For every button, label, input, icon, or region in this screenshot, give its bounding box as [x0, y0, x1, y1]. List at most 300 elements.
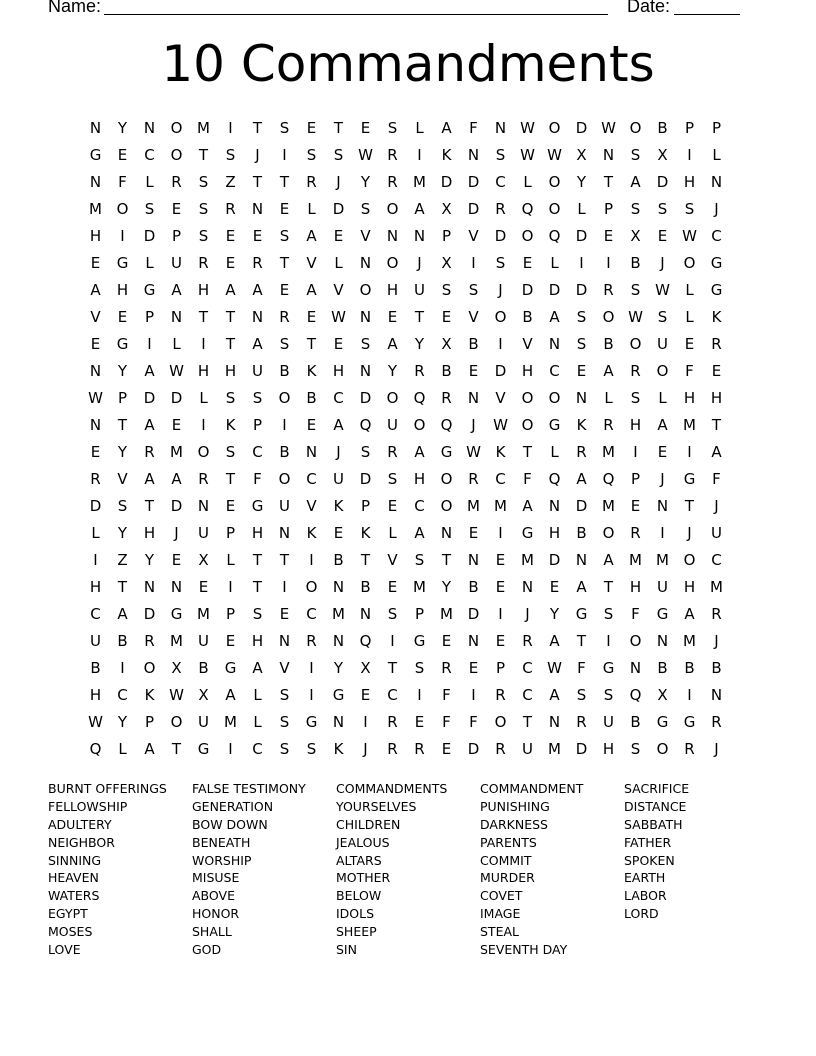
grid-letter: G	[143, 280, 156, 299]
grid-letter: T	[144, 496, 155, 515]
grid-letter: S	[387, 118, 398, 137]
grid-letter: U	[252, 361, 263, 380]
grid-letter: H	[683, 577, 696, 596]
grid-letter: S	[198, 199, 209, 218]
grid-letter: S	[198, 226, 209, 245]
grid-letter: Y	[144, 550, 155, 569]
grid-letter: O	[683, 253, 696, 272]
grid-letter: N	[440, 523, 453, 542]
grid-letter: N	[413, 226, 426, 245]
grid-letter: R	[522, 631, 533, 650]
grid-letter: C	[495, 172, 506, 191]
grid-letter: M	[656, 550, 669, 569]
grid-letter: L	[334, 253, 343, 272]
grid-letter: Q	[602, 469, 615, 488]
grid-letter: R	[279, 307, 290, 326]
grid-letter: J	[471, 415, 476, 434]
grid-letter: G	[710, 280, 723, 299]
grid-letter: L	[712, 145, 721, 164]
grid-letter: S	[576, 307, 587, 326]
grid-letter: P	[252, 415, 263, 434]
grid-letter: D	[656, 172, 669, 191]
grid-letter: R	[684, 739, 695, 758]
grid-letter: E	[414, 712, 425, 731]
grid-letter: B	[657, 118, 668, 137]
grid-letter: F	[577, 658, 586, 677]
word-list-item: FATHER	[624, 834, 672, 850]
grid-letter: W	[682, 226, 697, 245]
grid-letter: I	[498, 334, 503, 353]
grid-letter: K	[711, 307, 722, 326]
grid-letter: B	[306, 388, 317, 407]
grid-letter: C	[522, 658, 533, 677]
grid-letter: B	[279, 361, 290, 380]
grid-letter: C	[252, 739, 263, 758]
grid-letter: Z	[225, 172, 236, 191]
grid-letter: A	[252, 280, 263, 299]
grid-letter: T	[414, 307, 425, 326]
grid-letter: S	[657, 199, 668, 218]
grid-letter: M	[89, 199, 102, 218]
grid-letter: I	[201, 415, 206, 434]
grid-letter: I	[498, 523, 503, 542]
grid-letter: P	[225, 523, 236, 542]
grid-letter: T	[225, 334, 236, 353]
grid-letter: L	[253, 712, 262, 731]
word-list-item: DISTANCE	[624, 798, 687, 814]
word-list-item: PUNISHING	[480, 798, 550, 814]
grid-letter: J	[417, 253, 422, 272]
grid-letter: Q	[440, 415, 453, 434]
grid-letter: N	[89, 361, 102, 380]
grid-letter: X	[171, 658, 182, 677]
name-label: Name:	[48, 0, 102, 16]
grid-letter: T	[441, 550, 452, 569]
grid-letter: N	[89, 172, 102, 191]
grid-letter: Q	[359, 631, 372, 650]
grid-letter: H	[683, 388, 696, 407]
grid-letter: H	[629, 415, 642, 434]
grid-letter: N	[548, 496, 561, 515]
grid-letter: I	[687, 145, 692, 164]
grid-letter: P	[441, 226, 452, 245]
grid-letter: T	[117, 415, 128, 434]
grid-letter: J	[687, 523, 692, 542]
grid-letter: E	[198, 577, 209, 596]
grid-letter: D	[332, 199, 345, 218]
grid-letter: I	[417, 145, 422, 164]
grid-letter: E	[387, 307, 398, 326]
grid-letter: L	[226, 550, 235, 569]
grid-letter: S	[414, 658, 425, 677]
grid-letter: A	[549, 685, 560, 704]
grid-letter: V	[468, 307, 479, 326]
grid-letter: U	[198, 712, 209, 731]
grid-letter: L	[685, 307, 694, 326]
grid-letter: R	[441, 658, 452, 677]
grid-letter: L	[307, 199, 316, 218]
grid-letter: R	[603, 280, 614, 299]
grid-letter: W	[628, 307, 643, 326]
grid-letter: N	[332, 631, 345, 650]
grid-letter: T	[522, 712, 533, 731]
grid-letter: N	[359, 253, 372, 272]
grid-letter: F	[523, 469, 532, 488]
grid-letter: L	[523, 172, 532, 191]
grid-letter: E	[468, 658, 479, 677]
grid-letter: F	[442, 712, 451, 731]
word-list-item: ALTARS	[336, 852, 382, 868]
grid-letter: S	[252, 604, 263, 623]
grid-letter: F	[118, 172, 127, 191]
grid-letter: T	[279, 172, 290, 191]
grid-letter: T	[252, 172, 263, 191]
grid-letter: T	[522, 442, 533, 461]
grid-letter: I	[282, 145, 287, 164]
grid-letter: O	[494, 307, 507, 326]
grid-letter: X	[441, 334, 452, 353]
grid-letter: D	[575, 118, 588, 137]
grid-letter: Y	[387, 361, 398, 380]
word-list-item: SHALL	[192, 924, 232, 940]
grid-letter: M	[602, 496, 615, 515]
grid-letter: L	[253, 685, 262, 704]
grid-letter: R	[576, 712, 587, 731]
grid-letter: P	[684, 118, 695, 137]
grid-letter: G	[251, 496, 264, 515]
grid-letter: J	[336, 172, 341, 191]
word-list-item: LOVE	[48, 942, 81, 958]
grid-letter: I	[390, 631, 395, 650]
grid-letter: O	[548, 118, 561, 137]
grid-letter: O	[359, 280, 372, 299]
grid-letter: L	[604, 388, 613, 407]
word-list-item: BELOW	[336, 888, 382, 904]
word-list-item: SIN	[336, 942, 357, 958]
grid-letter: E	[225, 226, 236, 245]
grid-letter: G	[656, 712, 669, 731]
grid-letter: U	[603, 712, 614, 731]
grid-letter: O	[440, 469, 453, 488]
name-field-line[interactable]	[104, 14, 608, 15]
grid-letter: H	[710, 388, 723, 407]
grid-letter: J	[660, 469, 665, 488]
grid-letter: Q	[413, 388, 426, 407]
grid-letter: R	[306, 631, 317, 650]
grid-letter: Q	[89, 739, 102, 758]
grid-letter: P	[144, 712, 155, 731]
word-list-item: YOURSELVES	[336, 798, 417, 814]
grid-letter: C	[711, 226, 722, 245]
grid-letter: Q	[359, 415, 372, 434]
word-list-item: MURDER	[480, 870, 535, 886]
grid-letter: W	[547, 145, 562, 164]
grid-letter: E	[171, 415, 182, 434]
word-list-item: SPOKEN	[624, 852, 675, 868]
grid-letter: S	[333, 145, 344, 164]
grid-letter: T	[306, 334, 317, 353]
grid-letter: C	[522, 685, 533, 704]
word-list-item: ADULTERY	[48, 816, 112, 832]
grid-letter: V	[306, 496, 317, 515]
grid-letter: R	[387, 442, 398, 461]
grid-letter: K	[306, 523, 317, 542]
grid-letter: L	[388, 523, 397, 542]
grid-letter: P	[225, 604, 236, 623]
grid-letter: S	[225, 388, 236, 407]
grid-letter: S	[387, 604, 398, 623]
grid-letter: N	[656, 631, 669, 650]
grid-letter: A	[117, 604, 128, 623]
grid-letter: S	[360, 199, 371, 218]
grid-letter: O	[278, 469, 291, 488]
grid-letter: T	[711, 415, 722, 434]
grid-letter: M	[197, 118, 210, 137]
grid-letter: H	[386, 280, 399, 299]
grid-letter: D	[548, 550, 561, 569]
grid-letter: X	[576, 145, 587, 164]
grid-letter: X	[630, 226, 641, 245]
grid-letter: L	[658, 388, 667, 407]
grid-letter: B	[198, 658, 209, 677]
grid-letter: D	[467, 172, 480, 191]
grid-letter: Q	[548, 226, 561, 245]
grid-letter: A	[144, 415, 155, 434]
grid-letter: I	[687, 685, 692, 704]
grid-letter: D	[521, 280, 534, 299]
grid-letter: M	[521, 550, 534, 569]
grid-letter: W	[547, 658, 562, 677]
grid-letter: B	[360, 577, 371, 596]
grid-letter: I	[282, 577, 287, 596]
grid-letter: H	[413, 469, 426, 488]
grid-letter: A	[225, 685, 236, 704]
grid-letter: N	[629, 658, 642, 677]
grid-letter: N	[710, 172, 723, 191]
grid-letter: L	[685, 280, 694, 299]
grid-letter: O	[548, 172, 561, 191]
grid-letter: O	[116, 199, 129, 218]
grid-letter: H	[89, 226, 102, 245]
grid-letter: T	[603, 172, 614, 191]
grid-letter: M	[197, 604, 210, 623]
grid-letter: S	[225, 442, 236, 461]
grid-letter: F	[712, 469, 721, 488]
grid-letter: J	[498, 280, 503, 299]
grid-letter: B	[522, 307, 533, 326]
grid-letter: N	[89, 415, 102, 434]
grid-letter: O	[602, 523, 615, 542]
grid-letter: G	[332, 685, 345, 704]
grid-letter: B	[684, 658, 695, 677]
grid-letter: E	[90, 253, 101, 272]
grid-letter: I	[147, 334, 152, 353]
grid-letter: R	[468, 469, 479, 488]
grid-letter: M	[548, 739, 561, 758]
grid-letter: A	[657, 415, 668, 434]
grid-letter: A	[603, 550, 614, 569]
grid-letter: A	[603, 361, 614, 380]
grid-letter: S	[279, 226, 290, 245]
word-list-item: GENERATION	[192, 798, 274, 814]
grid-letter: N	[467, 145, 480, 164]
grid-letter: U	[333, 469, 344, 488]
grid-letter: N	[602, 145, 615, 164]
grid-letter: A	[144, 469, 155, 488]
grid-letter: G	[89, 145, 102, 164]
grid-letter: H	[629, 577, 642, 596]
date-field-line[interactable]	[674, 14, 740, 15]
grid-letter: S	[684, 199, 695, 218]
grid-letter: E	[225, 496, 236, 515]
word-list	[48, 780, 768, 959]
grid-letter: D	[467, 199, 480, 218]
grid-letter: T	[171, 739, 182, 758]
grid-letter: E	[711, 361, 722, 380]
grid-letter: W	[520, 145, 535, 164]
word-list-item: SACRIFICE	[624, 781, 690, 796]
grid-letter: F	[469, 118, 478, 137]
grid-letter: T	[252, 118, 263, 137]
grid-letter: S	[306, 145, 317, 164]
grid-letter: I	[309, 550, 314, 569]
word-list-item: SEVENTH DAY	[480, 942, 568, 958]
grid-letter: R	[603, 415, 614, 434]
grid-letter: S	[225, 145, 236, 164]
grid-letter: Y	[117, 523, 128, 542]
grid-letter: T	[603, 577, 614, 596]
grid-letter: P	[495, 658, 506, 677]
grid-letter: P	[414, 604, 425, 623]
grid-letter: O	[170, 712, 183, 731]
grid-letter: K	[495, 442, 506, 461]
grid-letter: D	[359, 388, 372, 407]
grid-letter: A	[414, 442, 425, 461]
grid-letter: W	[88, 388, 103, 407]
grid-letter: J	[525, 604, 530, 623]
grid-letter: E	[630, 496, 641, 515]
grid-letter: D	[143, 388, 156, 407]
word-list-item: MOTHER	[336, 870, 391, 886]
grid-letter: T	[117, 577, 128, 596]
grid-letter: N	[251, 307, 264, 326]
grid-letter: C	[414, 496, 425, 515]
grid-letter: S	[576, 334, 587, 353]
grid-letter: J	[363, 739, 368, 758]
grid-letter: L	[577, 199, 586, 218]
grid-letter: R	[495, 685, 506, 704]
grid-letter: H	[683, 172, 696, 191]
grid-letter: G	[224, 658, 237, 677]
grid-letter: Q	[629, 685, 642, 704]
grid-letter: R	[387, 145, 398, 164]
grid-letter: W	[601, 118, 616, 137]
word-list-item: SINNING	[48, 852, 102, 868]
grid-letter: M	[683, 415, 696, 434]
grid-letter: E	[333, 334, 344, 353]
grid-letter: J	[660, 253, 665, 272]
grid-letter: R	[387, 712, 398, 731]
grid-letter: A	[576, 577, 587, 596]
grid-letter: I	[228, 739, 233, 758]
grid-letter: X	[198, 685, 209, 704]
grid-letter: E	[387, 577, 398, 596]
grid-letter: F	[253, 469, 262, 488]
grid-letter: E	[441, 739, 452, 758]
grid-letter: V	[117, 469, 128, 488]
grid-letter: U	[387, 415, 398, 434]
grid-letter: K	[333, 496, 344, 515]
grid-letter: S	[468, 280, 479, 299]
grid-letter: R	[414, 739, 425, 758]
grid-letter: A	[171, 469, 182, 488]
grid-letter: S	[198, 172, 209, 191]
grid-letter: N	[548, 712, 561, 731]
grid-letter: H	[197, 280, 210, 299]
grid-letter: R	[225, 199, 236, 218]
grid-letter: L	[415, 118, 424, 137]
grid-letter: W	[466, 442, 481, 461]
grid-letter: G	[116, 253, 129, 272]
grid-letter: N	[467, 631, 480, 650]
grid-letter: B	[90, 658, 101, 677]
grid-letter: L	[118, 739, 127, 758]
grid-letter: I	[228, 577, 233, 596]
grid-letter: A	[144, 361, 155, 380]
grid-letter: O	[521, 415, 534, 434]
grid-letter: K	[333, 739, 344, 758]
grid-letter: C	[711, 550, 722, 569]
grid-letter: A	[576, 469, 587, 488]
grid-letter: G	[710, 253, 723, 272]
grid-letter: A	[414, 523, 425, 542]
grid-letter: R	[630, 361, 641, 380]
grid-letter: E	[684, 334, 695, 353]
grid-letter: A	[171, 280, 182, 299]
grid-letter: A	[549, 307, 560, 326]
grid-letter: E	[495, 550, 506, 569]
grid-letter: C	[144, 145, 155, 164]
grid-letter: I	[633, 442, 638, 461]
grid-letter: N	[332, 712, 345, 731]
grid-letter: V	[279, 658, 290, 677]
grid-letter: V	[495, 388, 506, 407]
grid-letter: D	[575, 280, 588, 299]
grid-letter: B	[117, 631, 128, 650]
grid-letter: O	[521, 388, 534, 407]
grid-letter: O	[548, 199, 561, 218]
grid-letter: J	[174, 523, 179, 542]
grid-letter: O	[656, 361, 669, 380]
grid-letter: E	[90, 442, 101, 461]
grid-letter: Y	[117, 712, 128, 731]
grid-letter: O	[683, 550, 696, 569]
grid-letter: E	[279, 604, 290, 623]
grid-letter: T	[225, 307, 236, 326]
grid-letter: H	[224, 361, 237, 380]
grid-letter: H	[143, 523, 156, 542]
grid-letter: S	[495, 253, 506, 272]
grid-letter: S	[360, 442, 371, 461]
grid-letter: N	[656, 496, 669, 515]
grid-letter: E	[117, 145, 128, 164]
grid-letter: G	[305, 712, 318, 731]
grid-letter: A	[549, 631, 560, 650]
grid-letter: T	[360, 550, 371, 569]
grid-letter: C	[333, 388, 344, 407]
grid-letter: L	[145, 253, 154, 272]
grid-letter: H	[548, 523, 561, 542]
